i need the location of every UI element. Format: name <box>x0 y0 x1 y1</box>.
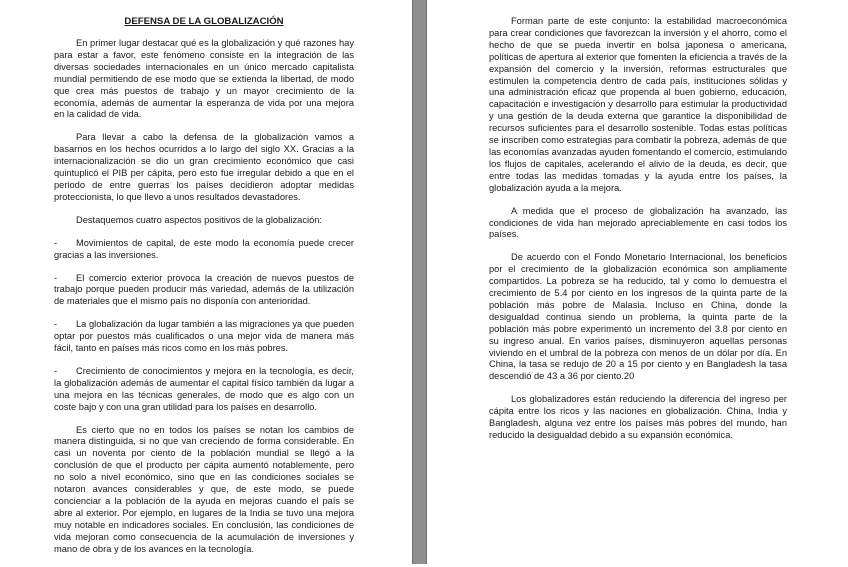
page-gutter <box>412 0 427 564</box>
bullet-dash: - <box>54 272 58 283</box>
paragraph-living-conditions: A medida que el proceso de globalización ha avanzado, las condiciones de vida han mejorado apreciablemente en casi todos los países. <box>489 205 787 240</box>
paragraph-conclusion: Es cierto que no en todos los países se notan los cambios de manera distinguida, si no que van creciendo de forma considerable. En casi un noventa por ciento de la población mundial se llegó a la conclusión de que el producto per cápita aumentó notablemente, pero no solo a nivel económico, sino que en las condiciones sociales se notaron avances considerables y que, de este modo, se puede concienciar a la población de la ayuda en mejoras cuando el país se abre al exterior. Por ejemplo, en lugares de la India se tuvo una mejora muy notable en indicadores sociales. En conclusión, las condiciones de vida mejoran como consecuencia de la acumulación de inversiones y mano de obra y de los avances en la tecnología. <box>54 424 354 554</box>
paragraph-aspects-intro: Destaquemos cuatro aspectos positivos de la globalización: <box>76 214 322 225</box>
bullet-dash: - <box>54 319 58 330</box>
left-page <box>0 0 412 564</box>
list-item <box>54 319 354 355</box>
list-item-text: Crecimiento de conocimientos y mejora en la tecnología, es decir, la globalización además de aumentar el capital físico también da lugar a una mejora en las técnicas generales, de modo que es algo con un coste bajo y con una gran utilidad para los países en desarrollo. <box>54 365 354 412</box>
bullet-dash: - <box>54 237 58 248</box>
list-item-text: La globalización da lugar también a las migraciones ya que pueden optar por puestos más cualificados o una mejor vida de manera más fácil, tanto en países más ricos como en los más pobres. <box>54 319 354 354</box>
list-item-text: Movimientos de capital, de este modo la economía puede crecer gracias a las inversiones. <box>54 237 354 260</box>
list-item-text: El comercio exterior provoca la creación de nuevos puestos de trabajo porque pueden producir más variedad, además de la utilización de materiales que el mismo país no disponía con anterioridad. <box>54 272 354 307</box>
right-page <box>427 0 848 564</box>
right-page-content <box>489 16 787 453</box>
document-title: DEFENSA DE LA GLOBALIZACIÓN <box>124 16 284 27</box>
list-item <box>54 366 354 414</box>
list-item <box>54 238 354 262</box>
paragraph-policies: Forman parte de este conjunto: la estabilidad macroeconómica para crear condiciones que favorezcan la inversión y el ahorro, como el hecho de que se pueda invertir en bolsa japonesa o americana, políticas de apertura al exterior que fomenten la eficiencia a través de la expansión del comercio y la inversión, reformas estructurales que estimulen la competencia dentro de cada país, instituciones sólidas y una administración eficaz que propenda al buen gobierno, educación, capacitación e investigación y desarrollo para estimular la productividad y una gestión de la deuda externa que garantice la disponibilidad de recursos suficientes para el desarrollo sostenible. Todas estas políticas se inscriben como estrategias para combatir la pobreza, además de que las economías avanzadas ayuden fomentando el comercio, estimulando los flujos de capitales, acelerando el alivio de la deuda, es decir, que entre todas las medidas tomadas y la ayuda entre los países, la globalización ayuda a la mejora. <box>489 16 787 193</box>
list-item <box>54 273 354 309</box>
left-page-content <box>54 16 354 567</box>
paragraph-inequality: Los globalizadores están reduciendo la diferencia del ingreso per cápita entre los ricos y las naciones en globalización. China, India y Bangladesh, alguna vez entre los países más pobres del mundo, han reducido la desigualdad debido a su expansión económica. <box>489 394 787 440</box>
paragraph-imf-evidence: De acuerdo con el Fondo Monetario Internacional, los beneficios por el crecimiento de la globalización económica son ampliamente compartidos. La pobreza se ha reducido, tal y como lo demuestra el crecimiento de 5.4 por ciento en los ingresos de la quinta parte de la población más pobre de Malasia. Incluso en China, donde la desigualdad continua siendo un problema, la quinta parte de la población más pobre experimentó un incremento del 3.8 por ciento en su ingreso anual. En varios países, disminuyeron aquellas personas viviendo en el umbral de la pobreza con menos de un dólar por día. En China, la tasa se redujo de 20 a 15 por ciento y en Bangladesh la tasa descendió de 43 a 36 por ciento.20 <box>489 252 787 382</box>
bullet-dash: - <box>54 365 58 376</box>
paragraph-intro: En primer lugar destacar qué es la globalización y qué razones hay para estar a favor, este fenómeno consiste en la integración de las diversas sociedades internacionales en un único mercado capitalista mundial permitiendo de ese modo que se extienda la libertad, de modo que crea más puestos de trabajo y un mayor crecimiento de la economía, además de aumentar la esperanza de vida por una mejora en la calidad de vida. <box>54 38 354 120</box>
paragraph-defense-basis: Para llevar a cabo la defensa de la globalización vamos a basarnos en los hechos ocurridos a lo largo del siglo XX. Gracias a la internacionalización se dio un gran crecimiento económico que casi quintuplicó el PIB per cápita, pero esto fue irregular debido a que en el periodo de entre guerras los países decidieron adoptar medidas proteccionista, lo que llevo a unos resultados devastadores. <box>54 132 354 202</box>
